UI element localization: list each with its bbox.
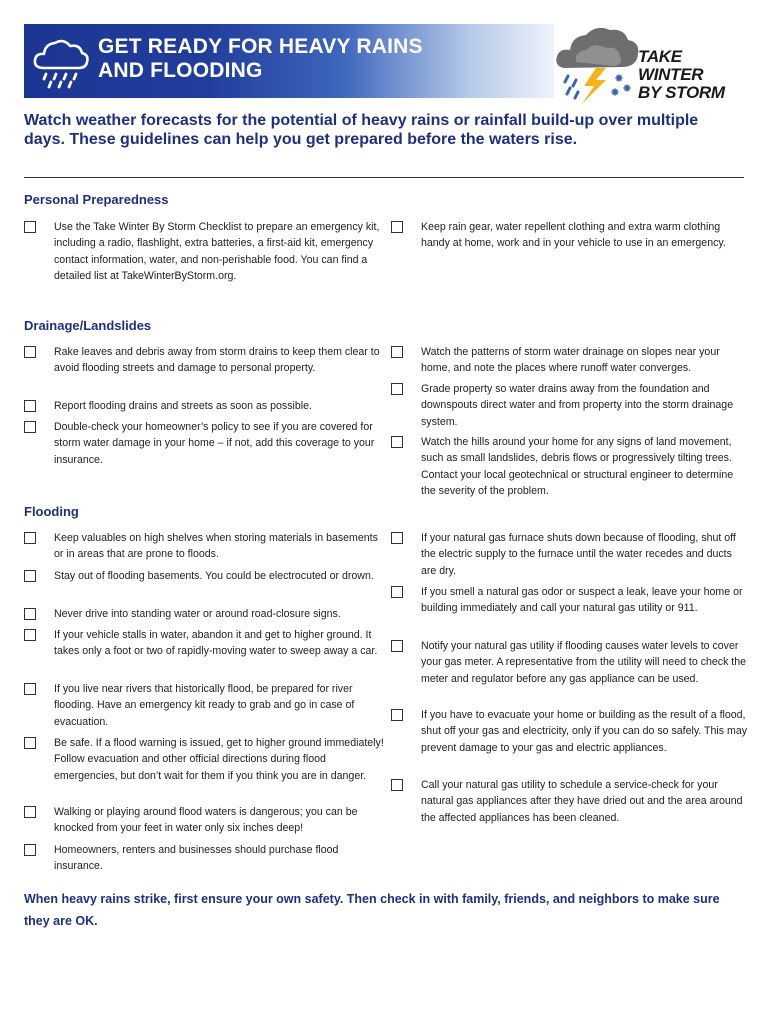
checkbox[interactable] <box>24 844 36 856</box>
divider <box>24 177 744 178</box>
checkbox[interactable] <box>391 383 403 395</box>
intro-text: Watch weather forecasts for the potential of heavy rains or rainfall build-up over multiple days. These guidelines can help you get prepared before the waters rise. <box>24 112 699 148</box>
take-winter-by-storm-logo <box>554 20 750 106</box>
checkbox[interactable] <box>24 421 36 433</box>
checkbox[interactable] <box>391 221 403 233</box>
checklist-item-text: If you live near rivers that historically flood, be prepared for river flooding. Have an emergency kit ready to grab and go in case of evacuation. <box>54 683 355 728</box>
checklist-item-text: Homeowners, renters and businesses should purchase flood insurance. <box>54 844 339 873</box>
footer-note: When heavy rains strike, first ensure your own safety. Then check in with family, friends, and neighbors to make sure they are OK. <box>24 892 720 928</box>
logo-line-2: BY STORM <box>638 83 725 102</box>
page-title <box>98 35 518 83</box>
checklist-item-text: Never drive into standing water or around road-closure signs. <box>54 608 341 620</box>
checkbox[interactable] <box>24 400 36 412</box>
checklist-item-text: Watch the patterns of storm water drainage on slopes near your home, and note the places where runoff water converges. <box>421 346 720 375</box>
checklist-item-text: Walking or playing around flood waters is dangerous; you can be knocked from your feet in water only six inches deep! <box>54 806 358 835</box>
checklist-item-text: Watch the hills around your home for any signs of land movement, such as small landslides, debris flows or progressively tilting trees. Contact your local geotechnical or structural engineer to determine the severity of the problem. <box>421 436 734 497</box>
checkbox[interactable] <box>391 586 403 598</box>
checklist-item-text: Keep valuables on high shelves when storing materials in basements or in areas that are prone to floods. <box>54 532 378 561</box>
checkbox[interactable] <box>24 608 36 620</box>
checklist-item-text: Use the Take Winter By Storm Checklist to prepare an emergency kit, including a radio, flashlight, extra batteries, a first-aid kit, emergency contact information, water, and non-perishable food. You can find a detailed list at TakeWinterByStorm.org. <box>54 221 380 282</box>
checkbox[interactable] <box>391 779 403 791</box>
checkbox[interactable] <box>24 346 36 358</box>
title-line-2: AND FLOODING <box>98 59 263 82</box>
checklist-item-text: If your natural gas furnace shuts down because of flooding, shut off the electric supply to the furnace until the water recedes and ducts are dry. <box>421 532 736 577</box>
checkbox[interactable] <box>391 709 403 721</box>
checklist-item-text: Double-check your homeowner’s policy to see if you are covered for storm water damage in your home – if not, add this coverage to your insurance. <box>54 421 375 466</box>
checkbox[interactable] <box>391 532 403 544</box>
checklist-item-text: Be safe. If a flood warning is issued, get to higher ground immediately! Follow evacuation and other official directions during flood emergencies, but don’t wait for them if you think you are in danger. <box>54 737 384 782</box>
section-title-flooding: Flooding <box>24 504 79 519</box>
title-line-1: GET READY FOR HEAVY RAINS <box>98 35 423 58</box>
checklist-item-text: Stay out of flooding basements. You could be electrocuted or drown. <box>54 570 374 582</box>
checkbox[interactable] <box>24 806 36 818</box>
checklist-item-text: If you smell a natural gas odor or suspect a leak, leave your home or building immediately and call your natural gas utility or 911. <box>421 586 743 615</box>
checkbox[interactable] <box>24 570 36 582</box>
checkbox[interactable] <box>24 532 36 544</box>
storm-cloud-icon <box>554 20 644 106</box>
checkbox[interactable] <box>24 221 36 233</box>
checklist-item-text: If your vehicle stalls in water, abandon it and get to higher ground. It takes only a foot or two of rapidly-moving water to sweep away a car. <box>54 629 378 658</box>
checkbox[interactable] <box>391 640 403 652</box>
checkbox[interactable] <box>24 737 36 749</box>
checkbox[interactable] <box>24 629 36 641</box>
checkbox[interactable] <box>391 346 403 358</box>
checklist-item-text: Notify your natural gas utility if flooding causes water levels to cover your gas meter. A representative from the utility will need to check the meter and regulator before any gas appliance can be used. <box>421 640 747 685</box>
logo-line-1: TAKE WINTER <box>638 47 704 84</box>
logo-text <box>638 48 750 102</box>
checkbox[interactable] <box>391 436 403 448</box>
header-banner <box>24 24 554 98</box>
checklist-item-text: Rake leaves and debris away from storm drains to keep them clear to avoid flooding streets and damage to personal property. <box>54 346 380 375</box>
checkbox[interactable] <box>24 683 36 695</box>
checklist-item-text: Report flooding drains and streets as soon as possible. <box>54 400 312 412</box>
checklist-item-text: Grade property so water drains away from the foundation and downspouts direct water and from property into the storm drainage system. <box>421 383 734 428</box>
section-title-drainage-landslides: Drainage/Landslides <box>24 318 152 333</box>
section-title-personal-preparedness: Personal Preparedness <box>24 192 169 207</box>
checklist-item-text: Call your natural gas utility to schedule a service-check for your natural gas appliances after they have dried out and the area around the affected appliances has been cleaned. <box>421 779 743 824</box>
checklist-item-text: If you have to evacuate your home or building as the result of a flood, shut off your gas and electricity, only if you can do so safely. This may prevent damage to your gas and electric appliances. <box>421 709 748 754</box>
checklist-item-text: Keep rain gear, water repellent clothing and extra warm clothing handy at home, work and in your vehicle to use in an emergency. <box>421 221 726 250</box>
rain-cloud-icon <box>30 32 90 90</box>
